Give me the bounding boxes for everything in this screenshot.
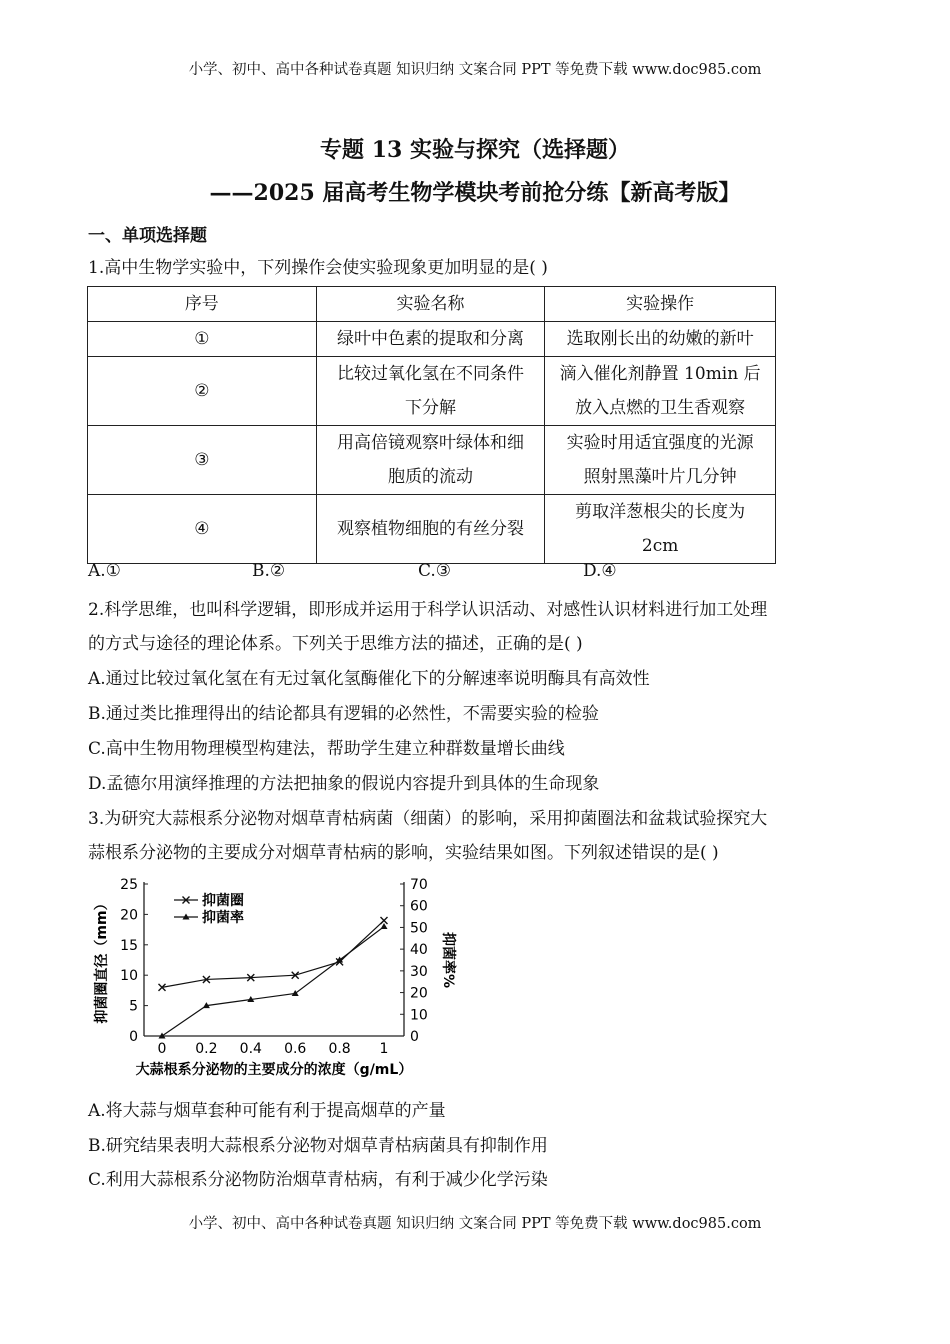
row-op: 滴入催化剂静置 10min 后 放入点燃的卫生香观察 <box>545 357 776 426</box>
row-no: ① <box>88 322 317 357</box>
q2-option-a[interactable]: A.通过比较过氧化氢在有无过氧化氢酶催化下的分解速率说明酶具有高效性 <box>88 669 650 689</box>
section-heading: 一、单项选择题 <box>88 226 207 246</box>
data-point <box>381 923 388 929</box>
x-tick-label: 0.2 <box>195 1041 218 1057</box>
left-tick-label: 5 <box>129 998 138 1015</box>
legend-label: 抑菌率 <box>202 910 244 926</box>
left-tick-label: 15 <box>120 937 138 954</box>
right-tick-label: 50 <box>410 920 428 937</box>
row-name: 比较过氧化氢在不同条件 下分解 <box>316 357 545 426</box>
right-tick-label: 10 <box>410 1007 428 1024</box>
left-tick-label: 25 <box>120 877 138 893</box>
page-header: 小学、初中、高中各种试卷真题 知识归纳 文案合同 PPT 等免费下载 www.doc985.com <box>188 62 762 78</box>
right-tick-label: 70 <box>410 877 428 893</box>
q2-option-d[interactable]: D.孟德尔用演绎推理的方法把抽象的假说内容提升到具体的生命现象 <box>88 774 600 794</box>
table-row <box>88 426 776 495</box>
row-no: ③ <box>88 426 317 495</box>
page-footer: 小学、初中、高中各种试卷真题 知识归纳 文案合同 PPT 等免费下载 www.doc985.com <box>188 1216 762 1232</box>
q3-option-a[interactable]: A.将大蒜与烟草套种可能有利于提高烟草的产量 <box>88 1101 446 1121</box>
page-subtitle: ——2025 届高考生物学模块考前抢分练【新高考版】 <box>209 180 741 206</box>
q1-option-a[interactable]: A.① <box>88 561 121 581</box>
row-no: ④ <box>88 495 317 564</box>
row-name: 用高倍镜观察叶绿体和细 胞质的流动 <box>316 426 545 495</box>
q1-option-d[interactable]: D.④ <box>583 561 617 581</box>
row-op: 选取刚长出的幼嫩的新叶 <box>545 322 776 357</box>
q2-stem-line: 的方式与途径的理论体系。下列关于思维方法的描述，正确的是( ) <box>88 634 583 654</box>
x-tick-label: 0.6 <box>284 1041 307 1057</box>
q3-option-b[interactable]: B.研究结果表明大蒜根系分泌物对烟草青枯病菌具有抑制作用 <box>88 1136 548 1156</box>
row-op: 剪取洋葱根尖的长度为 2cm <box>545 495 776 564</box>
table-row <box>88 357 776 426</box>
x-tick-label: 0.8 <box>328 1041 351 1057</box>
q2-stem-line: 2.科学思维，也叫科学逻辑，即形成并运用于科学认识活动、对感性认识材料进行加工处理 <box>88 600 768 620</box>
row-op: 实验时用适宜强度的光源 照射黑藻叶片几分钟 <box>545 426 776 495</box>
x-tick-label: 0.4 <box>239 1041 262 1057</box>
q3-chart <box>92 870 456 1082</box>
x-tick-label: 0 <box>157 1041 167 1057</box>
right-tick-label: 40 <box>410 942 428 959</box>
right-tick-label: 30 <box>410 963 428 980</box>
q2-option-c[interactable]: C.高中生物用物理模型构建法，帮助学生建立种群数量增长曲线 <box>88 739 565 759</box>
row-name: 观察植物细胞的有丝分裂 <box>316 495 545 564</box>
x-tick-label: 1 <box>379 1041 389 1057</box>
table-header-no: 序号 <box>88 287 317 322</box>
legend-label: 抑菌圈 <box>202 893 244 909</box>
left-tick-label: 0 <box>129 1029 138 1045</box>
table-row <box>88 322 776 357</box>
q1-table <box>87 286 776 564</box>
q1-option-b[interactable]: B.② <box>252 561 286 581</box>
left-tick-label: 10 <box>120 968 138 985</box>
table-header-name: 实验名称 <box>316 287 545 322</box>
row-no: ② <box>88 357 317 426</box>
q1-stem: 1.高中生物学实验中，下列操作会使实验现象更加明显的是( ) <box>88 258 548 278</box>
q3-stem-line: 3.为研究大蒜根系分泌物对烟草青枯病菌（细菌）的影响，采用抑菌圈法和盆栽试验探究大 <box>88 809 768 829</box>
left-tick-label: 20 <box>120 907 138 924</box>
q1-option-c[interactable]: C.③ <box>418 561 452 581</box>
row-name: 绿叶中色素的提取和分离 <box>316 322 545 357</box>
q2-option-b[interactable]: B.通过类比推理得出的结论都具有逻辑的必然性，不需要实验的检验 <box>88 704 599 724</box>
table-row <box>88 495 776 564</box>
right-tick-label: 0 <box>410 1029 419 1045</box>
right-axis-label: 抑菌率% <box>440 931 456 989</box>
right-tick-label: 60 <box>410 898 428 915</box>
data-point <box>292 990 299 996</box>
q3-option-c[interactable]: C.利用大蒜根系分泌物防治烟草青枯病，有利于减少化学污染 <box>88 1170 548 1190</box>
data-point <box>381 917 388 924</box>
series-line <box>162 920 384 987</box>
right-tick-label: 20 <box>410 985 428 1002</box>
table-header-op: 实验操作 <box>545 287 776 322</box>
page-title: 专题 13 实验与探究（选择题） <box>320 137 630 163</box>
left-axis-label: 抑菌圈直径（mm） <box>94 896 110 1024</box>
x-axis-label: 大蒜根系分泌物的主要成分的浓度（g/mL） <box>135 1062 413 1078</box>
q3-stem-line: 蒜根系分泌物的主要成分对烟草青枯病的影响，实验结果如图。下列叙述错误的是( ) <box>88 843 719 863</box>
